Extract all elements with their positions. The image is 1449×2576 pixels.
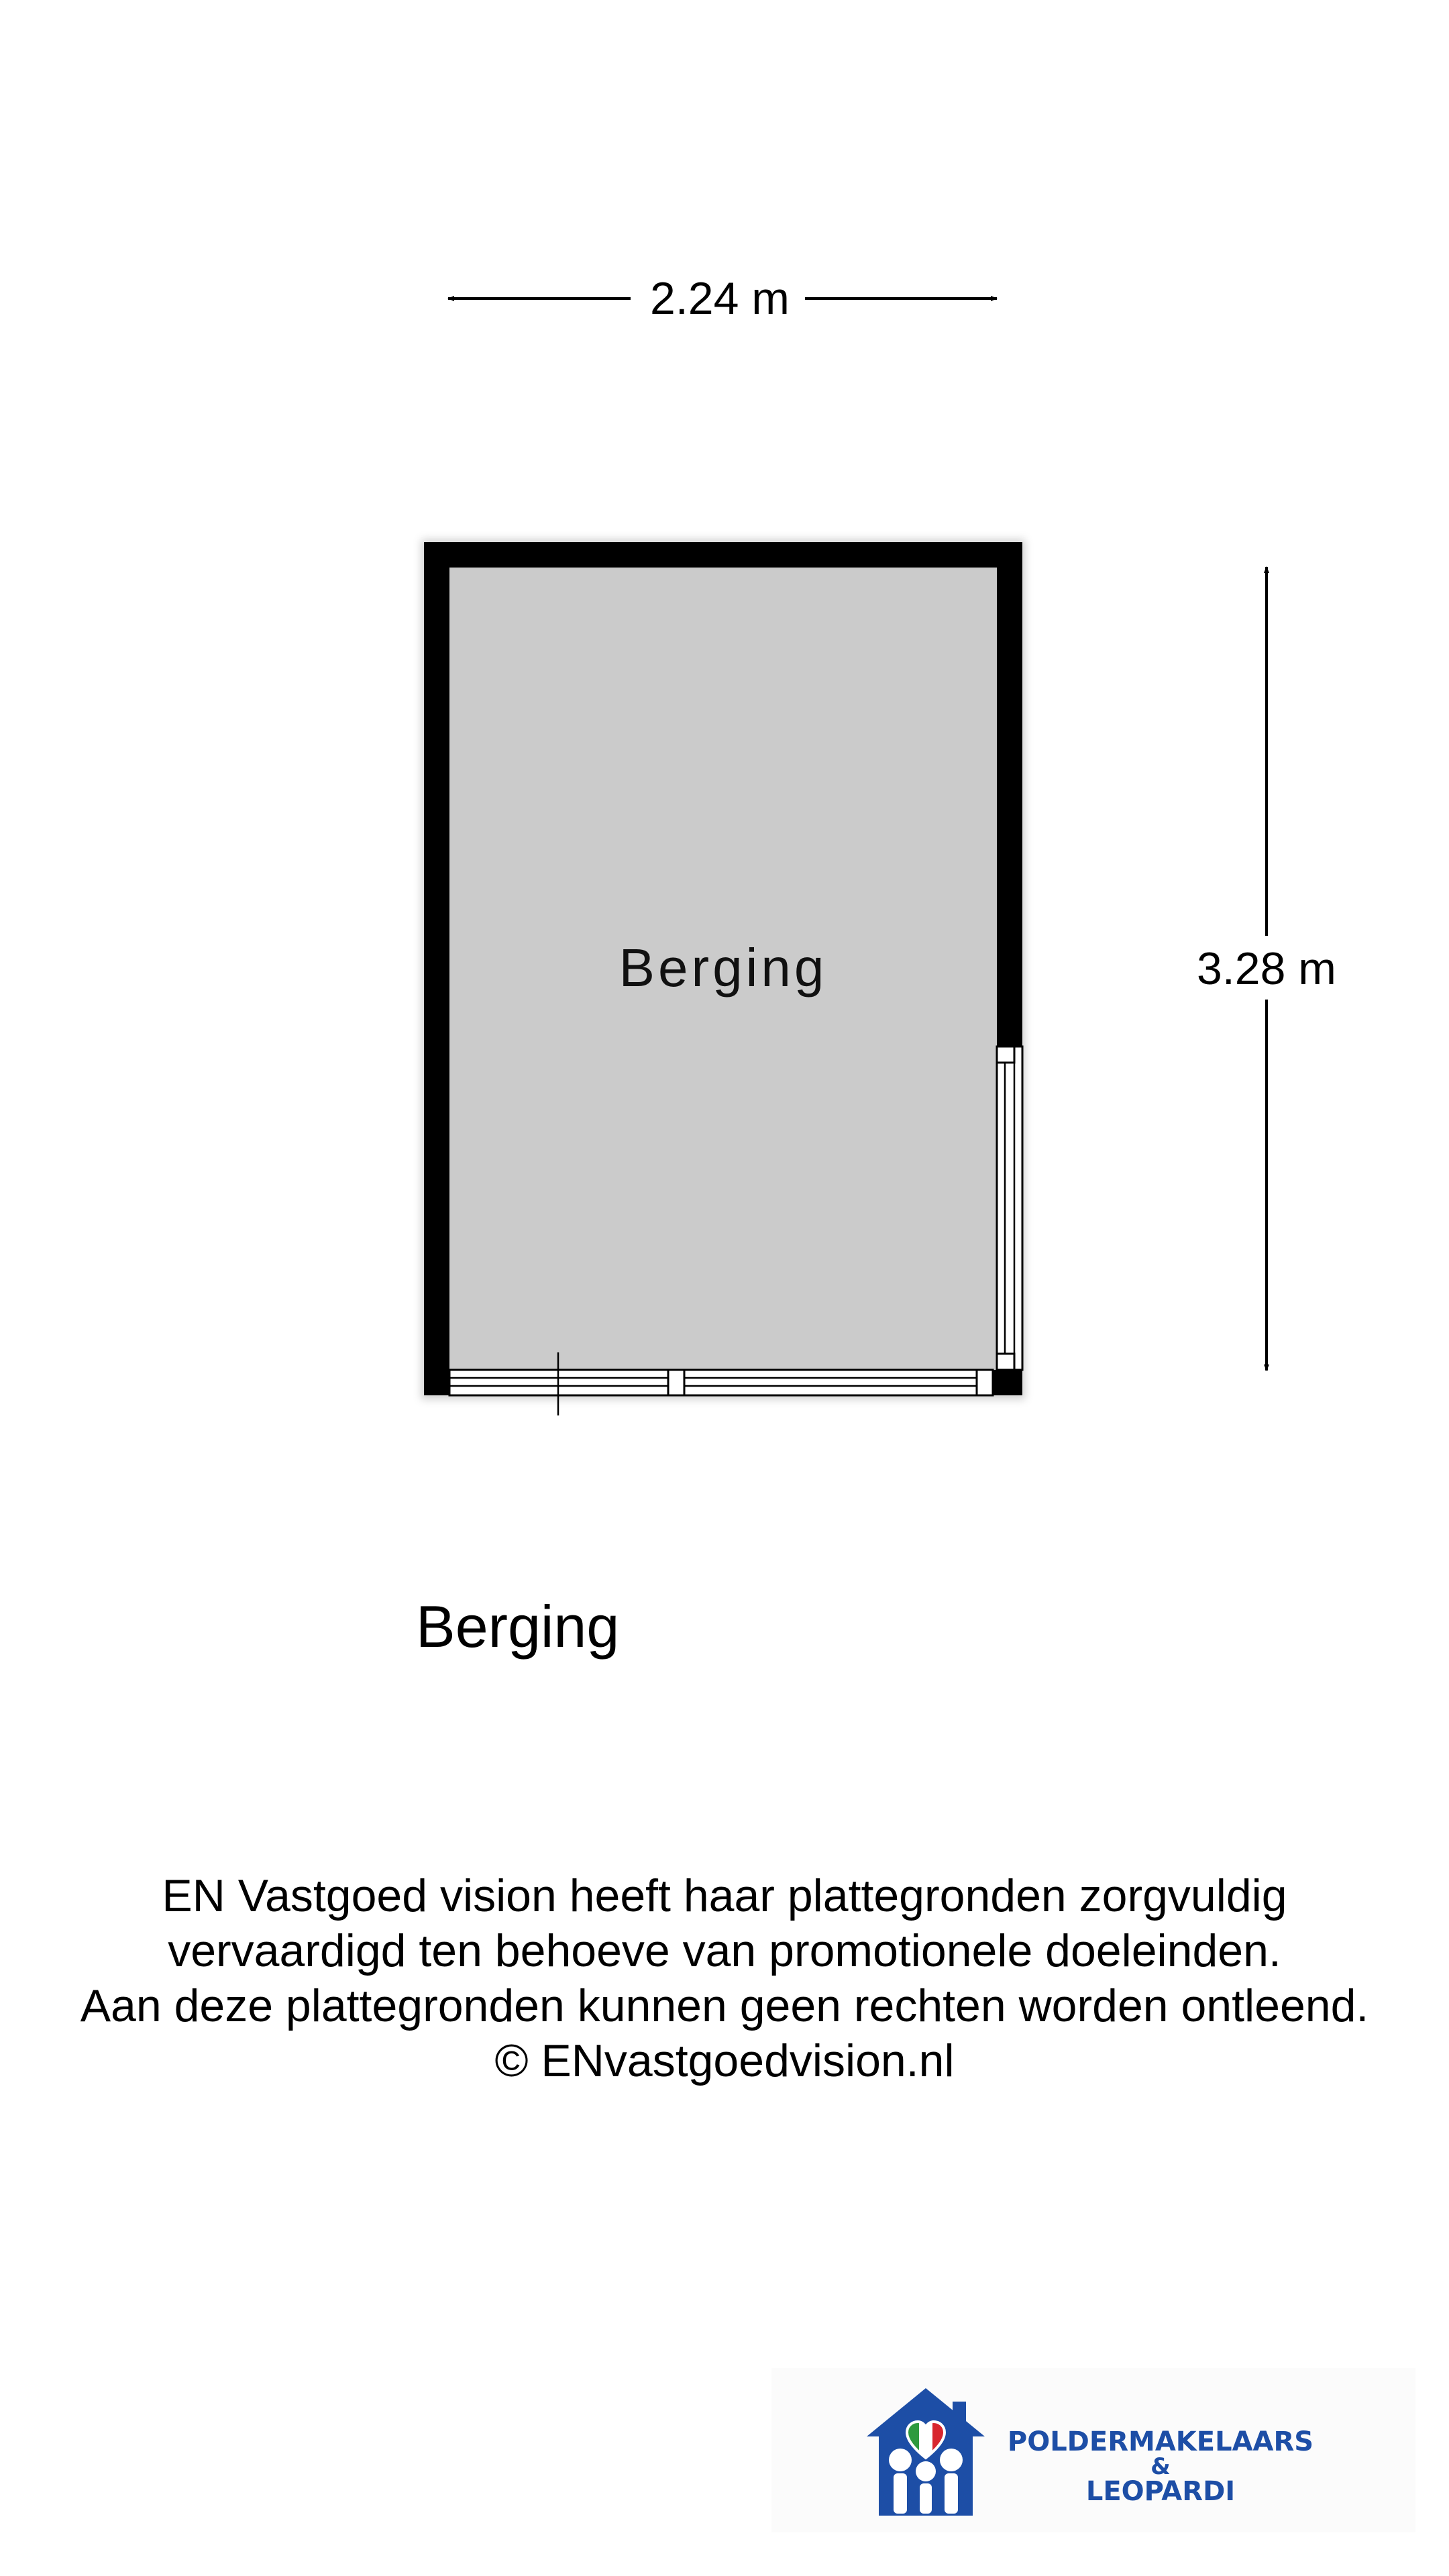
wall-right-upper — [997, 542, 1022, 1046]
wall-corner-bottom-right — [993, 1370, 1022, 1395]
logo-line-1: POLDERMAKELAARS — [1007, 2426, 1314, 2457]
disclaimer — [0, 1868, 1449, 2088]
height-dimension-label: 3.28 m — [1197, 943, 1336, 994]
disclaimer-line-3: Aan deze plattegronden kunnen geen rechten worden ontleend. — [80, 1980, 1369, 2031]
width-dimension-label: 2.24 m — [650, 273, 790, 324]
logo-line-3: LEOPARDI — [1085, 2476, 1236, 2507]
window-right — [997, 1046, 1022, 1370]
disclaimer-line-1: EN Vastgoed vision heeft haar plattegronden zorgvuldig — [162, 1870, 1287, 1921]
logo-text — [986, 2428, 1335, 2505]
disclaimer-line-2: vervaardigd ten behoeve van promotionele doeleinden. — [168, 1925, 1281, 1976]
wall-left — [424, 542, 449, 1395]
agency-logo — [771, 2368, 1415, 2532]
wall-top — [424, 542, 1022, 568]
width-dimension — [448, 273, 997, 324]
disclaimer-line-4: © ENvastgoedvision.nl — [494, 2035, 955, 2086]
height-dimension — [1197, 567, 1336, 1371]
room-label: Berging — [619, 938, 828, 998]
floor-caption: Berging — [416, 1593, 620, 1660]
house-heart-icon — [865, 2383, 986, 2517]
room-berging — [421, 539, 1025, 1415]
logo-line-2: & — [1150, 2453, 1171, 2480]
